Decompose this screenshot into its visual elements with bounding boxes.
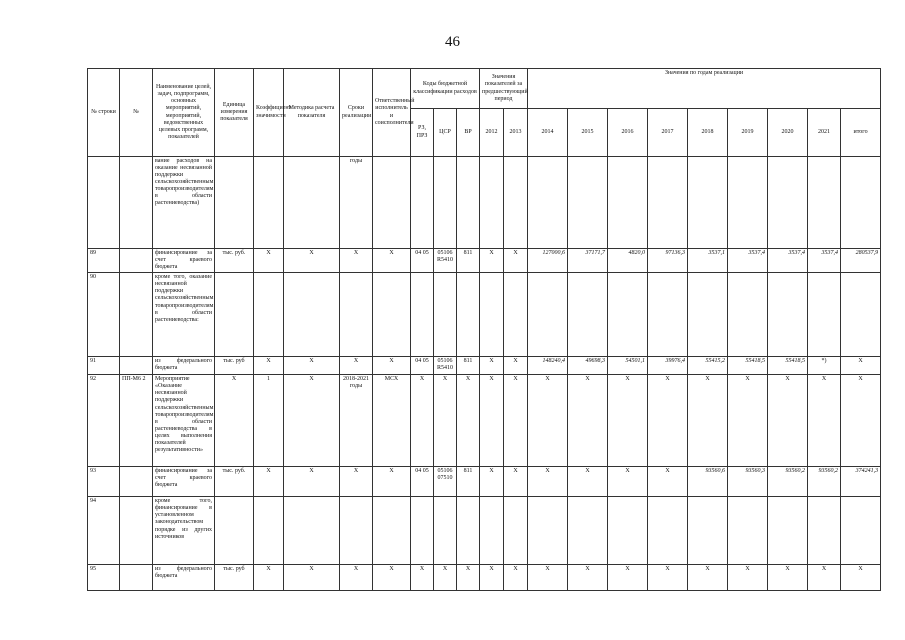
value-cell: Х (648, 467, 688, 497)
header-method: Методика расчета показателя (284, 69, 340, 157)
name-cell: Мероприятие «Оказание несвязанной поддержки сельскохозяйственным товаропроизводителям в области растениеводства в целях выполнения показателей результативности» (153, 375, 215, 467)
item-number-cell (120, 497, 153, 565)
vr-cell: Х (457, 375, 480, 467)
table-row (88, 467, 881, 497)
value-cell: *) (808, 357, 841, 375)
value-cell: Х (480, 249, 504, 273)
value-cell (841, 157, 881, 249)
coefficient-cell: Х (254, 565, 284, 591)
value-cell (568, 157, 608, 249)
value-cell: Х (648, 565, 688, 591)
responsible-cell: МСХ (373, 375, 411, 467)
unit-cell: тыс. руб (215, 565, 254, 591)
header-year: 2019 (728, 109, 768, 157)
coefficient-cell: Х (254, 357, 284, 375)
terms-cell: Х (340, 357, 373, 375)
value-cell: Х (504, 565, 528, 591)
csr-cell: Х (434, 375, 457, 467)
value-cell: 93560,2 (768, 467, 808, 497)
value-cell: Х (480, 565, 504, 591)
responsible-cell (373, 497, 411, 565)
header-coefficient: Коэффициент значимости (254, 69, 284, 157)
rz-cell (411, 497, 434, 565)
unit-cell (215, 157, 254, 249)
responsible-cell (373, 157, 411, 249)
value-cell (480, 273, 504, 357)
header-unit: Единица измерения показателя (215, 69, 254, 157)
terms-cell: 2018-2021 годы (340, 375, 373, 467)
value-cell (841, 497, 881, 565)
value-cell: Х (568, 565, 608, 591)
value-cell: Х (608, 467, 648, 497)
name-cell: финансирование за счет краевого бюджета (153, 249, 215, 273)
value-cell: Х (841, 565, 881, 591)
program-table (87, 68, 881, 591)
responsible-cell: Х (373, 565, 411, 591)
value-cell: Х (608, 565, 648, 591)
value-cell (568, 497, 608, 565)
header-year: 2016 (608, 109, 648, 157)
item-number-cell: ПП-М6 2 (120, 375, 153, 467)
rz-cell: Х (411, 375, 434, 467)
value-cell (648, 273, 688, 357)
value-cell: 3537,4 (808, 249, 841, 273)
unit-cell: тыс. руб. (215, 467, 254, 497)
vr-cell (457, 497, 480, 565)
header-year: 2017 (648, 109, 688, 157)
responsible-cell: Х (373, 357, 411, 375)
value-cell (688, 273, 728, 357)
row-number-cell: 92 (88, 375, 120, 467)
value-cell (608, 273, 648, 357)
unit-cell: Х (215, 375, 254, 467)
page-number: 46 (445, 34, 460, 50)
coefficient-cell: 1 (254, 375, 284, 467)
value-cell: 3537,4 (768, 249, 808, 273)
item-number-cell (120, 565, 153, 591)
value-cell: 3537,1 (688, 249, 728, 273)
table-row (88, 375, 881, 467)
value-cell: Х (728, 375, 768, 467)
header-year: 2013 (504, 109, 528, 157)
value-cell: 93560,2 (808, 467, 841, 497)
header-year: 2018 (688, 109, 728, 157)
responsible-cell (373, 273, 411, 357)
method-cell: Х (284, 467, 340, 497)
unit-cell: тыс. руб. (215, 249, 254, 273)
rz-cell: 04 05 (411, 357, 434, 375)
value-cell: Х (841, 357, 881, 375)
value-cell (648, 157, 688, 249)
row-number-cell: 93 (88, 467, 120, 497)
value-cell (728, 497, 768, 565)
csr-cell: 05106 R5410 (434, 249, 457, 273)
coefficient-cell: Х (254, 467, 284, 497)
value-cell: 127000,6 (528, 249, 568, 273)
value-cell: 54501,1 (608, 357, 648, 375)
value-cell: 4820,0 (608, 249, 648, 273)
csr-cell: 05106 07510 (434, 467, 457, 497)
row-number-cell: 89 (88, 249, 120, 273)
vr-cell: 811 (457, 467, 480, 497)
name-cell: из федерального бюджета (153, 565, 215, 591)
value-cell (768, 497, 808, 565)
header-name: Наименование целей, задач, подпрограмм, основных мероприятий, мероприятий, ведомственных целевых программ, показателей (153, 69, 215, 157)
rz-cell: Х (411, 565, 434, 591)
responsible-cell: Х (373, 249, 411, 273)
value-cell: 148240,4 (528, 357, 568, 375)
value-cell: Х (688, 565, 728, 591)
vr-cell (457, 273, 480, 357)
value-cell: 3537,4 (728, 249, 768, 273)
table-row (88, 249, 881, 273)
header-year: 2015 (568, 109, 608, 157)
value-cell: Х (648, 375, 688, 467)
vr-cell: Х (457, 565, 480, 591)
name-cell: вание расходов на оказание несвязанной поддержки сельскохозяйственным товаропроизводителям в области растениеводства) (153, 157, 215, 249)
item-number-cell (120, 273, 153, 357)
header-csr: ЦСР (434, 109, 457, 157)
value-cell: 55415,2 (688, 357, 728, 375)
value-cell (608, 497, 648, 565)
value-cell: 49698,3 (568, 357, 608, 375)
value-cell: Х (528, 375, 568, 467)
header-years: Значения по годам реализации (528, 69, 881, 109)
header-terms: Сроки реализации (340, 69, 373, 157)
value-cell: Х (528, 467, 568, 497)
value-cell (504, 157, 528, 249)
value-cell (648, 497, 688, 565)
value-cell: Х (504, 467, 528, 497)
responsible-cell: Х (373, 467, 411, 497)
value-cell: Х (768, 565, 808, 591)
method-cell: Х (284, 565, 340, 591)
header-year: 2020 (768, 109, 808, 157)
csr-cell (434, 273, 457, 357)
header-number: № (120, 69, 153, 157)
header-vr: ВР (457, 109, 480, 157)
name-cell: кроме того, финансирование в установленном законодательством порядке из других источников (153, 497, 215, 565)
method-cell: Х (284, 375, 340, 467)
value-cell (504, 497, 528, 565)
value-cell (480, 157, 504, 249)
value-cell (728, 157, 768, 249)
value-cell: Х (568, 375, 608, 467)
rz-cell: 04 05 (411, 467, 434, 497)
value-cell: 374241,3 (841, 467, 881, 497)
row-number-cell: 91 (88, 357, 120, 375)
header-year: 2021 (808, 109, 841, 157)
method-cell (284, 497, 340, 565)
terms-cell: годы (340, 157, 373, 249)
value-cell: Х (768, 375, 808, 467)
method-cell: Х (284, 249, 340, 273)
csr-cell (434, 497, 457, 565)
item-number-cell (120, 467, 153, 497)
value-cell (688, 497, 728, 565)
value-cell (608, 157, 648, 249)
value-cell: Х (841, 375, 881, 467)
value-cell (808, 497, 841, 565)
value-cell (808, 157, 841, 249)
value-cell: 280537,9 (841, 249, 881, 273)
table-row (88, 273, 881, 357)
table-row (88, 157, 881, 249)
header-year: 2012 (480, 109, 504, 157)
value-cell: Х (728, 565, 768, 591)
coefficient-cell (254, 157, 284, 249)
rz-cell (411, 273, 434, 357)
value-cell (688, 157, 728, 249)
value-cell: 97136,3 (648, 249, 688, 273)
value-cell: 93560,6 (688, 467, 728, 497)
value-cell: 37171,7 (568, 249, 608, 273)
vr-cell: 811 (457, 249, 480, 273)
rz-cell: 04 05 (411, 249, 434, 273)
value-cell: Х (688, 375, 728, 467)
value-cell: Х (568, 467, 608, 497)
method-cell: Х (284, 357, 340, 375)
value-cell: Х (608, 375, 648, 467)
coefficient-cell (254, 497, 284, 565)
value-cell: Х (480, 467, 504, 497)
method-cell (284, 157, 340, 249)
name-cell: кроме того, оказание несвязанной поддержки сельскохозяйственным товаропроизводителям в области растениеводства: (153, 273, 215, 357)
value-cell: 93560,3 (728, 467, 768, 497)
value-cell: 55418,5 (768, 357, 808, 375)
csr-cell (434, 157, 457, 249)
item-number-cell (120, 357, 153, 375)
value-cell (528, 157, 568, 249)
vr-cell: 811 (457, 357, 480, 375)
item-number-cell (120, 249, 153, 273)
header-row-number: № строки (88, 69, 120, 157)
header-rz: РЗ, ПРЗ (411, 109, 434, 157)
header-total: итого (841, 109, 881, 157)
row-number-cell: 94 (88, 497, 120, 565)
table-row (88, 357, 881, 375)
value-cell: Х (504, 357, 528, 375)
value-cell (480, 497, 504, 565)
name-cell: финансирование за счет краевого бюджета (153, 467, 215, 497)
value-cell (568, 273, 608, 357)
value-cell (841, 273, 881, 357)
unit-cell (215, 273, 254, 357)
name-cell: из федерального бюджета (153, 357, 215, 375)
header-responsible: Ответственный исполнитель и соисполнители (373, 69, 411, 157)
row-number-cell: 95 (88, 565, 120, 591)
terms-cell (340, 497, 373, 565)
coefficient-cell: Х (254, 249, 284, 273)
header-budget-codes: Коды бюджетной классификации расходов (411, 69, 480, 109)
header-year: 2014 (528, 109, 568, 157)
terms-cell: Х (340, 565, 373, 591)
unit-cell (215, 497, 254, 565)
row-number-cell: 90 (88, 273, 120, 357)
row-number-cell (88, 157, 120, 249)
item-number-cell (120, 157, 153, 249)
value-cell (768, 157, 808, 249)
value-cell: Х (808, 565, 841, 591)
value-cell: 55418,5 (728, 357, 768, 375)
table-row (88, 497, 881, 565)
value-cell: Х (504, 375, 528, 467)
value-cell (808, 273, 841, 357)
value-cell: Х (480, 357, 504, 375)
value-cell: Х (528, 565, 568, 591)
value-cell (728, 273, 768, 357)
value-cell (528, 273, 568, 357)
value-cell (528, 497, 568, 565)
value-cell: Х (504, 249, 528, 273)
header-previous-period: Значения показателей за предшествующий период (480, 69, 528, 109)
unit-cell: тыс. руб (215, 357, 254, 375)
coefficient-cell (254, 273, 284, 357)
terms-cell: Х (340, 467, 373, 497)
value-cell: Х (808, 375, 841, 467)
vr-cell (457, 157, 480, 249)
table-row (88, 565, 881, 591)
rz-cell (411, 157, 434, 249)
value-cell: 39976,4 (648, 357, 688, 375)
csr-cell: Х (434, 565, 457, 591)
terms-cell: Х (340, 249, 373, 273)
csr-cell: 05106 R5410 (434, 357, 457, 375)
method-cell (284, 273, 340, 357)
value-cell: Х (480, 375, 504, 467)
value-cell (768, 273, 808, 357)
terms-cell (340, 273, 373, 357)
value-cell (504, 273, 528, 357)
